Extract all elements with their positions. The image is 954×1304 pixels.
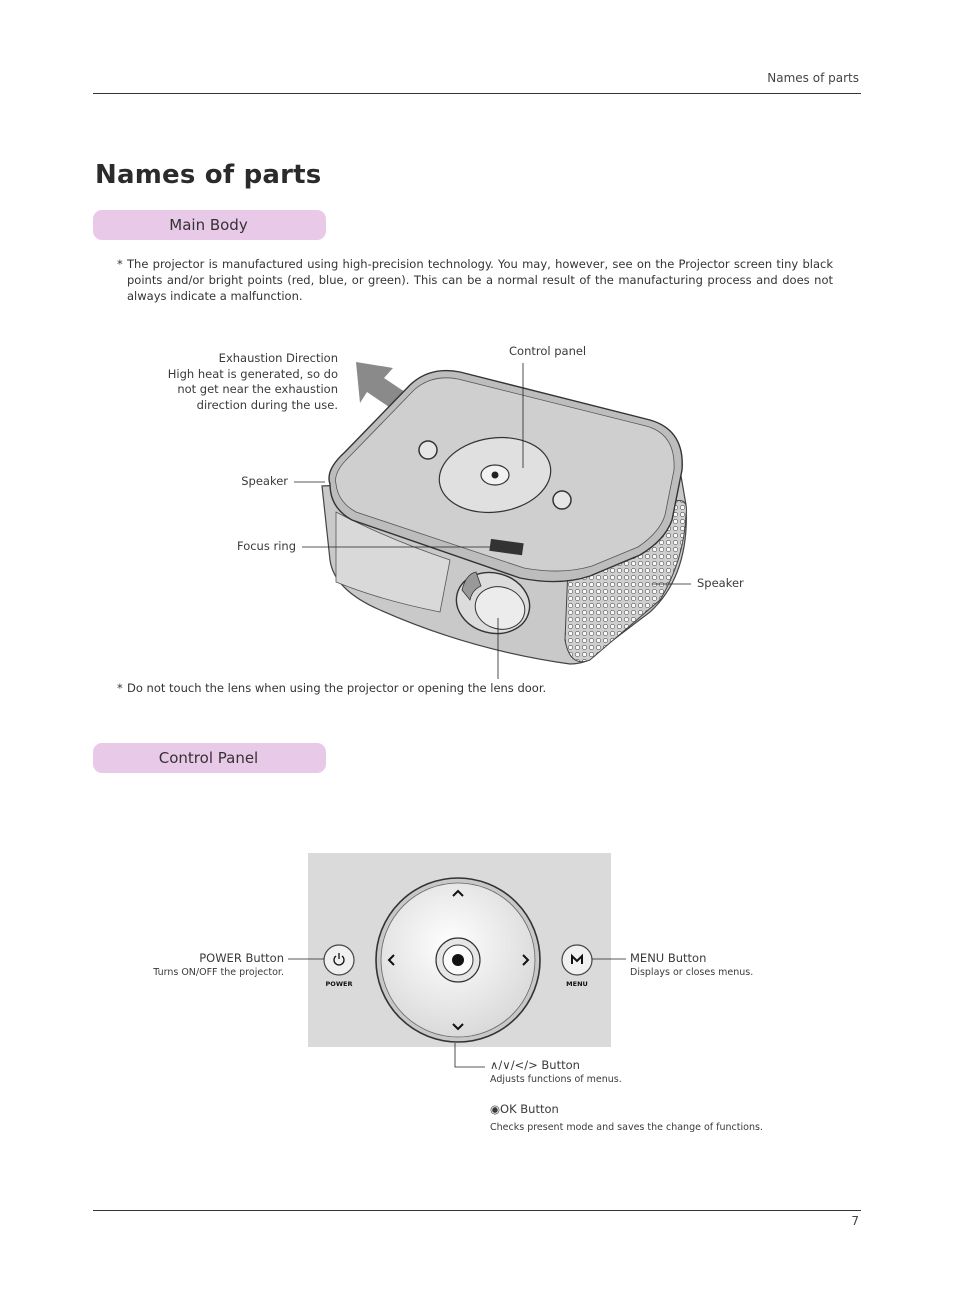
footer-rule xyxy=(93,1210,861,1211)
callout-ok xyxy=(490,1102,763,1133)
ok-description: Checks present mode and saves the change of functions. xyxy=(490,1121,763,1133)
callout-menu xyxy=(630,951,753,978)
arrows-label: ∧/∨/</> Button xyxy=(490,1058,580,1072)
menu-caption: MENU xyxy=(566,980,588,988)
section-heading-label: Control Panel xyxy=(158,749,259,767)
exhaust-line-1: Exhaustion Direction xyxy=(218,351,338,365)
power-caption: POWER xyxy=(325,980,353,988)
callout-arrows xyxy=(490,1058,622,1085)
menu-label: MENU Button xyxy=(630,951,707,965)
page-number: 7 xyxy=(851,1214,859,1228)
ok-icon xyxy=(452,954,464,966)
note-text: Do not touch the lens when using the projector or opening the lens door. xyxy=(127,681,547,695)
ok-label: ◉OK Button xyxy=(490,1102,559,1116)
section-heading-label: Main Body xyxy=(169,216,248,234)
callout-focus-ring: Focus ring xyxy=(236,539,296,553)
arrows-description: Adjusts functions of menus. xyxy=(490,1073,622,1085)
note-asterisk: * xyxy=(117,257,123,271)
note-text: The projector is manufactured using high-precision technology. You may, however, see on the Projector screen tiny black points and/or bright points (red, blue, or green). This can be a normal result of the manufacturing process and does not always indicate a malfunction. xyxy=(127,257,833,303)
power-label: POWER Button xyxy=(199,951,284,965)
page-title: Names of parts xyxy=(95,160,322,190)
exhaust-line-4: direction during the use. xyxy=(196,397,338,412)
running-header: Names of parts xyxy=(767,71,859,85)
power-description: Turns ON/OFF the projector. xyxy=(153,966,284,978)
callout-control-panel: Control panel xyxy=(509,344,587,358)
note-asterisk: * xyxy=(117,681,123,695)
exhaust-line-2: High heat is generated, so do xyxy=(167,366,338,381)
callout-speaker-right: Speaker xyxy=(697,576,744,590)
exhaust-line-3: not get near the exhaustion xyxy=(177,382,338,396)
callout-power xyxy=(153,951,284,978)
callout-speaker-left: Speaker xyxy=(241,474,288,488)
menu-description: Displays or closes menus. xyxy=(630,966,754,978)
power-button xyxy=(324,945,354,975)
